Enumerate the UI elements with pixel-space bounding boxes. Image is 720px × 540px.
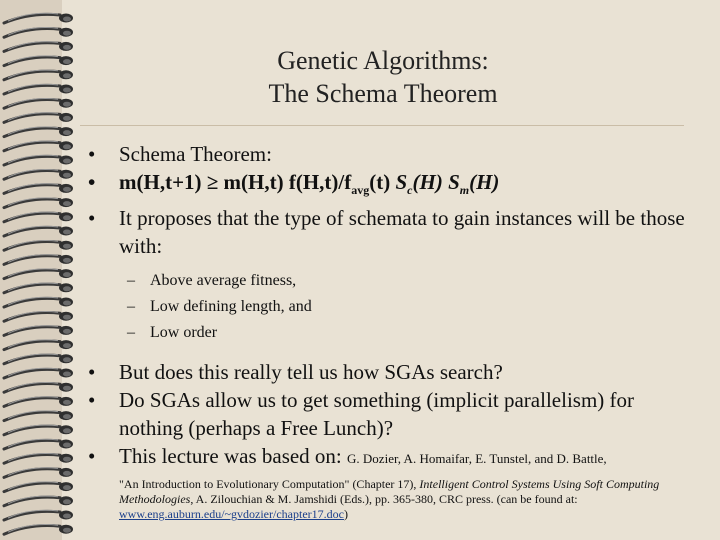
binding-ring <box>4 383 73 393</box>
citation <box>88 477 703 522</box>
bullet-text: Schema Theorem: <box>119 142 272 166</box>
binding-ring <box>4 155 73 165</box>
binding-ring <box>4 368 73 378</box>
binding-ring <box>4 454 73 464</box>
binding-ring <box>4 297 73 307</box>
binding-ring <box>4 283 73 293</box>
binding-ring <box>4 70 73 80</box>
sub-item-defining-length <box>88 294 703 320</box>
binding-ring <box>4 28 73 38</box>
citation-book: Intelligent Control Systems Using Soft Computing Methodologies <box>119 477 660 507</box>
binding-ring <box>4 113 73 123</box>
formula-h2: (H) <box>469 170 500 194</box>
binding-ring <box>4 312 73 322</box>
bullet-text: It proposes that the type of schemata to gain instances will be those with: <box>119 206 685 259</box>
bullet-lecture-source <box>88 442 703 473</box>
binding-ring <box>4 141 73 151</box>
formula-h1: (H) <box>412 170 449 194</box>
title-divider <box>80 125 684 126</box>
bullet-dot: • <box>88 170 96 194</box>
formula-sc: S <box>395 170 408 194</box>
spiral-binding <box>0 0 80 540</box>
binding-ring <box>4 482 73 492</box>
citation-part-1: "An Introduction to Evolutionary Computation" (Chapter 17), <box>119 477 420 492</box>
bullet-text: This lecture was based on: <box>119 444 342 469</box>
binding-ring <box>4 425 73 435</box>
binding-ring <box>4 56 73 66</box>
citation-part-3: ) <box>343 507 348 522</box>
binding-ring <box>4 496 73 506</box>
binding-ring <box>4 340 73 350</box>
bullet-list <box>88 140 703 522</box>
binding-ring <box>4 170 73 180</box>
binding-ring <box>4 42 73 52</box>
sub-text: Above average fitness, <box>150 272 297 290</box>
bullet-dot: • <box>88 388 96 413</box>
binding-ring <box>4 226 73 236</box>
sub-dash: – <box>127 272 135 290</box>
citation-part-2: , A. Zilouchian & M. Jamshidi (Eds.), pp. 365-380, CRC press. (can be found at: <box>190 492 578 507</box>
formula-sm: S <box>448 170 460 194</box>
title-line-2: The Schema Theorem <box>268 79 498 108</box>
binding-ring <box>4 13 73 23</box>
binding-ring <box>4 241 73 251</box>
sub-text: Low defining length, and <box>150 298 312 316</box>
bullet-dot: • <box>88 206 96 231</box>
bullet-dot: • <box>88 142 96 166</box>
bullet-formula <box>88 168 703 204</box>
sub-text: Low order <box>150 324 218 342</box>
formula-sub-c: c <box>407 183 413 198</box>
citation-link[interactable]: www.eng.auburn.edu/~gvdozier/chapter17.doc <box>119 507 344 522</box>
binding-ring <box>4 127 73 137</box>
bullet-free-lunch <box>88 386 703 442</box>
binding-ring <box>4 510 73 520</box>
citation-authors: G. Dozier, A. Homaifar, E. Tunstel, and D. Battle, <box>347 451 607 467</box>
binding-ring <box>4 269 73 279</box>
binding-ring <box>4 354 73 364</box>
bullet-dot: • <box>88 444 96 469</box>
binding-ring <box>4 99 73 109</box>
binding-ring <box>4 212 73 222</box>
bullet-text: Do SGAs allow us to get something (implicit parallelism) for nothing (perhaps a Free Lunch)? <box>119 388 635 441</box>
binding-ring <box>4 255 73 265</box>
binding-ring <box>4 468 73 478</box>
formula-sub-m: m <box>459 183 470 198</box>
bullet-dot: • <box>88 360 96 385</box>
formula-part-2: (t) <box>369 170 396 194</box>
binding-ring <box>4 525 73 535</box>
formula-sub-avg: avg <box>351 183 370 198</box>
binding-ring <box>4 411 73 421</box>
binding-ring <box>4 84 73 94</box>
bullet-schema-theorem <box>88 140 703 168</box>
formula-part-1: m(H,t+1) ≥ m(H,t) f(H,t)/f <box>119 170 352 194</box>
bullet-text: But does this really tell us how SGAs search? <box>119 360 503 385</box>
sub-item-order <box>88 320 703 346</box>
binding-ring <box>4 198 73 208</box>
binding-ring <box>4 439 73 449</box>
title-line-1: Genetic Algorithms: <box>277 46 489 75</box>
bullet-proposes <box>88 204 703 260</box>
bullet-sga-search <box>88 358 703 386</box>
sub-item-fitness <box>88 268 703 294</box>
binding-ring <box>4 397 73 407</box>
binding-ring <box>4 326 73 336</box>
sub-dash: – <box>127 324 135 342</box>
binding-ring <box>4 184 73 194</box>
page-title <box>200 44 566 110</box>
sub-dash: – <box>127 298 135 316</box>
